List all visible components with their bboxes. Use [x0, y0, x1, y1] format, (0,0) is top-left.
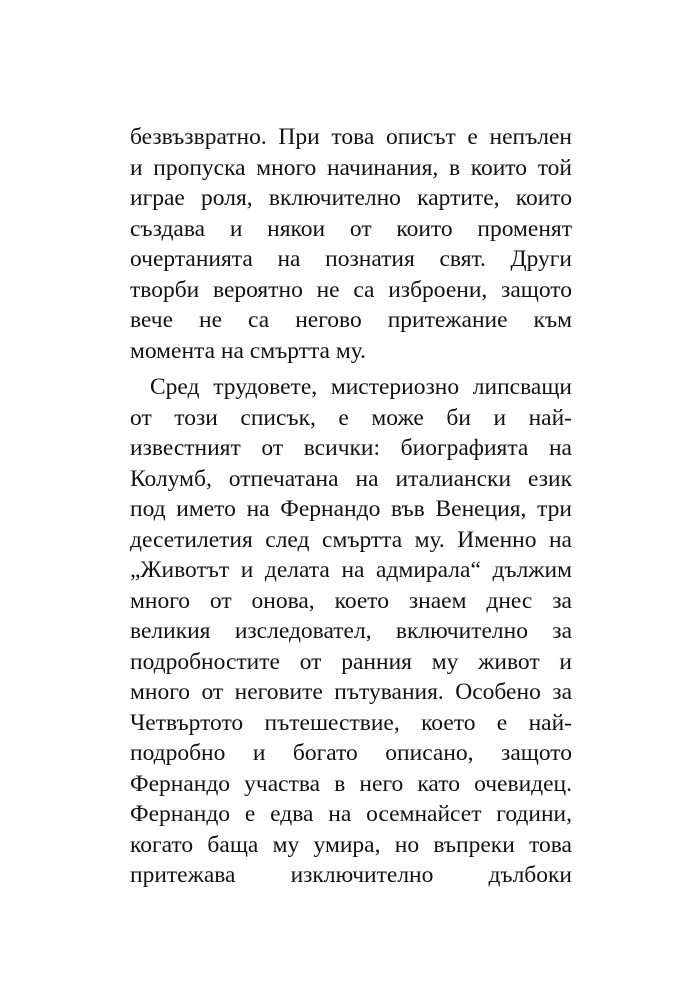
text-line: Фернандо участва в него като очевидец.	[130, 770, 572, 797]
text-line: Четвъртото пътешествие, което е най-	[130, 709, 572, 736]
text-line: много от неговите пътувания. Особено за	[130, 679, 572, 705]
text-line: под името на Фернандо във Венеция, три	[130, 496, 572, 522]
text-line: безвъзвратно. При това описът е непълен	[130, 124, 572, 150]
text-line: очертанията на познатия свят. Други	[130, 246, 572, 272]
text-line: Колумб, отпечатана на италиански език	[130, 465, 572, 492]
text-line: създава и някои от които променят	[130, 215, 572, 242]
paragraph	[130, 372, 572, 891]
text-line: Сред трудовете, мистериозно липсващи	[150, 374, 572, 400]
text-line: великия изследовател, включително за	[130, 618, 572, 644]
paragraph	[130, 122, 572, 366]
text-line: и пропуска много начинания, в които той	[130, 154, 572, 181]
text-line: играе роля, включително картите, които	[130, 185, 572, 211]
text-line: известният от всички: биографията на	[130, 435, 572, 461]
text-line: когато баща му умира, но въпреки това	[130, 831, 572, 858]
text-line: Фернандо е едва на осемнайсет години,	[130, 801, 572, 827]
text-line: десетилетия след смъртта му. Именно на	[130, 526, 572, 553]
text-line: момента на смъртта му.	[130, 337, 366, 364]
page-body	[130, 122, 572, 891]
text-line: от този списък, е може би и най-	[130, 404, 572, 431]
text-line: притежава изключително дълбоки	[130, 862, 572, 888]
text-line: подробностите от ранния му живот и	[130, 648, 572, 675]
text-line: вече не са негово притежание към	[130, 307, 572, 333]
text-line: творби вероятно не са изброени, защото	[130, 276, 572, 303]
text-line: „Животът и делата на адмирала“ дължим	[130, 557, 572, 583]
text-line: подробно и богато описано, защото	[130, 740, 572, 766]
text-line: много от онова, което знаем днес за	[130, 587, 572, 614]
